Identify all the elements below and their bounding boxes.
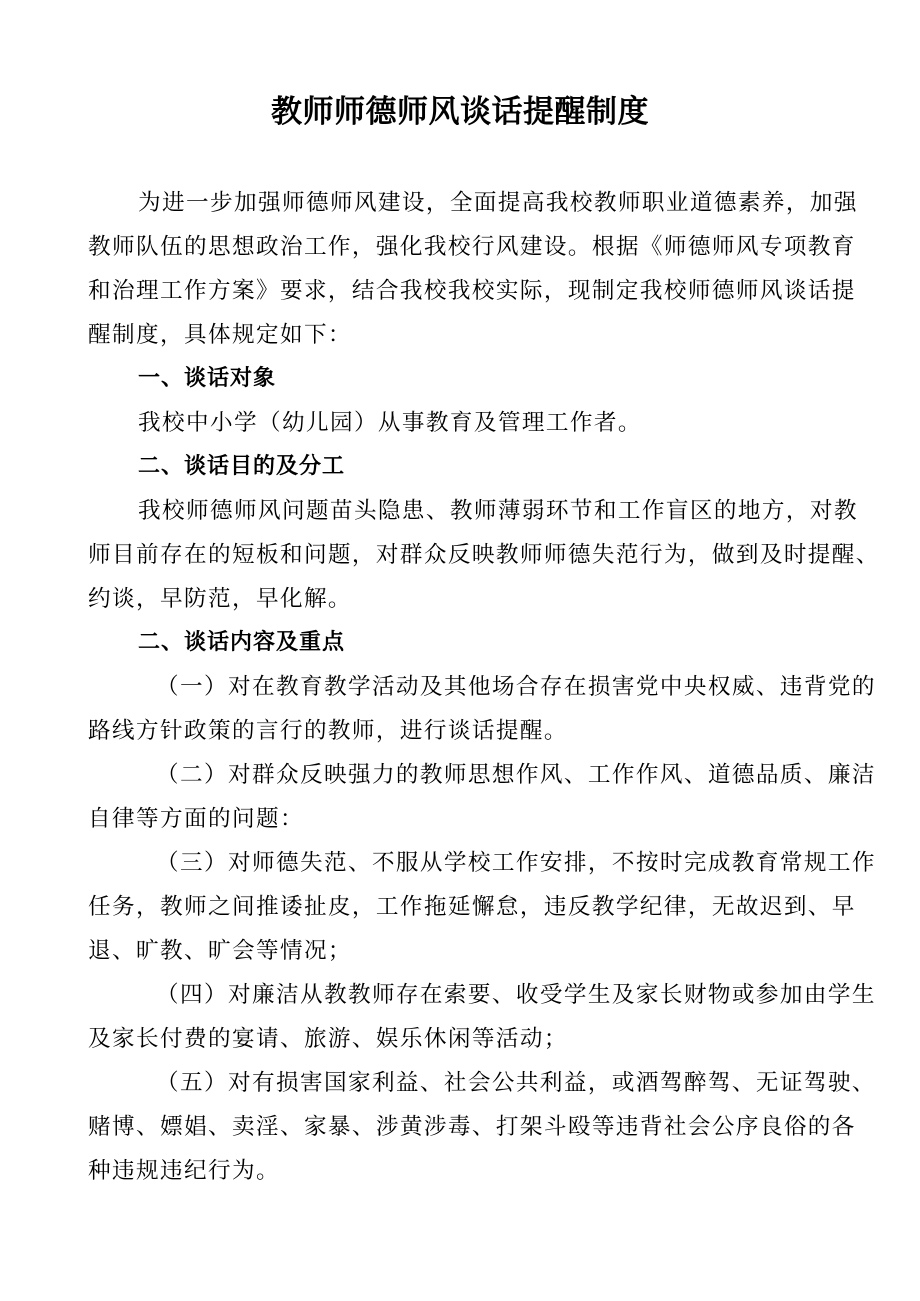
item3-line-2: 任务，教师之间推诿扯皮，工作拖延懈怠，违反教学纪律，无故迟到、早 <box>88 894 856 920</box>
item5-line-1: （五）对有损害国家利益、社会公共利益，或酒驾醉驾、无证驾驶、 <box>156 1070 876 1096</box>
item4-line-1: （四）对廉洁从教教师存在索要、收受学生及家长财物或参加由学生 <box>156 982 876 1008</box>
section-heading-purpose-division: 二、谈话目的及分工 <box>138 454 346 479</box>
intro-line-1: 为进一步加强师德师风建设，全面提高我校教师职业道德素养，加强 <box>138 190 858 216</box>
section2-paragraph <box>88 489 880 621</box>
intro-line-3: 和治理工作方案》要求，结合我校我校实际，现制定我校师德师风谈话提 <box>88 278 856 304</box>
section2-line-2: 师目前存在的短板和问题，对群众反映教师师德失范行为，做到及时提醒、 <box>88 542 880 568</box>
section2-line-3: 约谈，早防范，早化解。 <box>88 586 352 612</box>
item2-line-2: 自律等方面的问题： <box>88 806 304 832</box>
intro-line-2: 教师队伍的思想政治工作，强化我校行风建设。根据《师德师风专项教育 <box>88 234 856 260</box>
item3-line-3: 退、旷教、旷会等情况； <box>88 938 352 964</box>
intro-line-4: 醒制度，具体规定如下： <box>88 322 352 348</box>
item3-line-1: （三）对师德失范、不服从学校工作安排，不按时完成教育常规工作 <box>156 850 876 876</box>
item4-line-2: 及家长付费的宴请、旅游、娱乐休闲等活动； <box>88 1026 568 1052</box>
item1-line-2: 路线方针政策的言行的教师，进行谈话提醒。 <box>88 718 568 744</box>
item1-line-1: （一）对在教育教学活动及其他场合存在损害党中央权威、违背党的 <box>156 674 876 700</box>
item2-line-1: （二）对群众反映强力的教师思想作风、工作作风、道德品质、廉洁 <box>156 762 876 788</box>
list-item <box>88 753 876 841</box>
list-item <box>88 1061 876 1193</box>
section-heading-conversation-targets: 一、谈话对象 <box>138 366 277 391</box>
intro-paragraph <box>88 181 858 357</box>
item5-line-3: 种违规违纪行为。 <box>88 1158 280 1184</box>
section-heading-content-focus: 二、谈话内容及重点 <box>138 630 346 655</box>
list-item <box>88 841 876 973</box>
document-title: 教师师德师风谈话提醒制度 <box>271 94 649 130</box>
document-body <box>88 181 880 1193</box>
list-item <box>88 665 876 753</box>
section2-line-1: 我校师德师风问题苗头隐患、教师薄弱环节和工作盲区的地方，对教 <box>138 498 858 524</box>
item5-line-2: 赌博、嫖娼、卖淫、家暴、涉黄涉毒、打架斗殴等违背社会公序良俗的各 <box>88 1114 856 1140</box>
list-item <box>88 973 876 1061</box>
section1-body: 我校中小学（幼儿园）从事教育及管理工作者。 <box>138 410 642 436</box>
